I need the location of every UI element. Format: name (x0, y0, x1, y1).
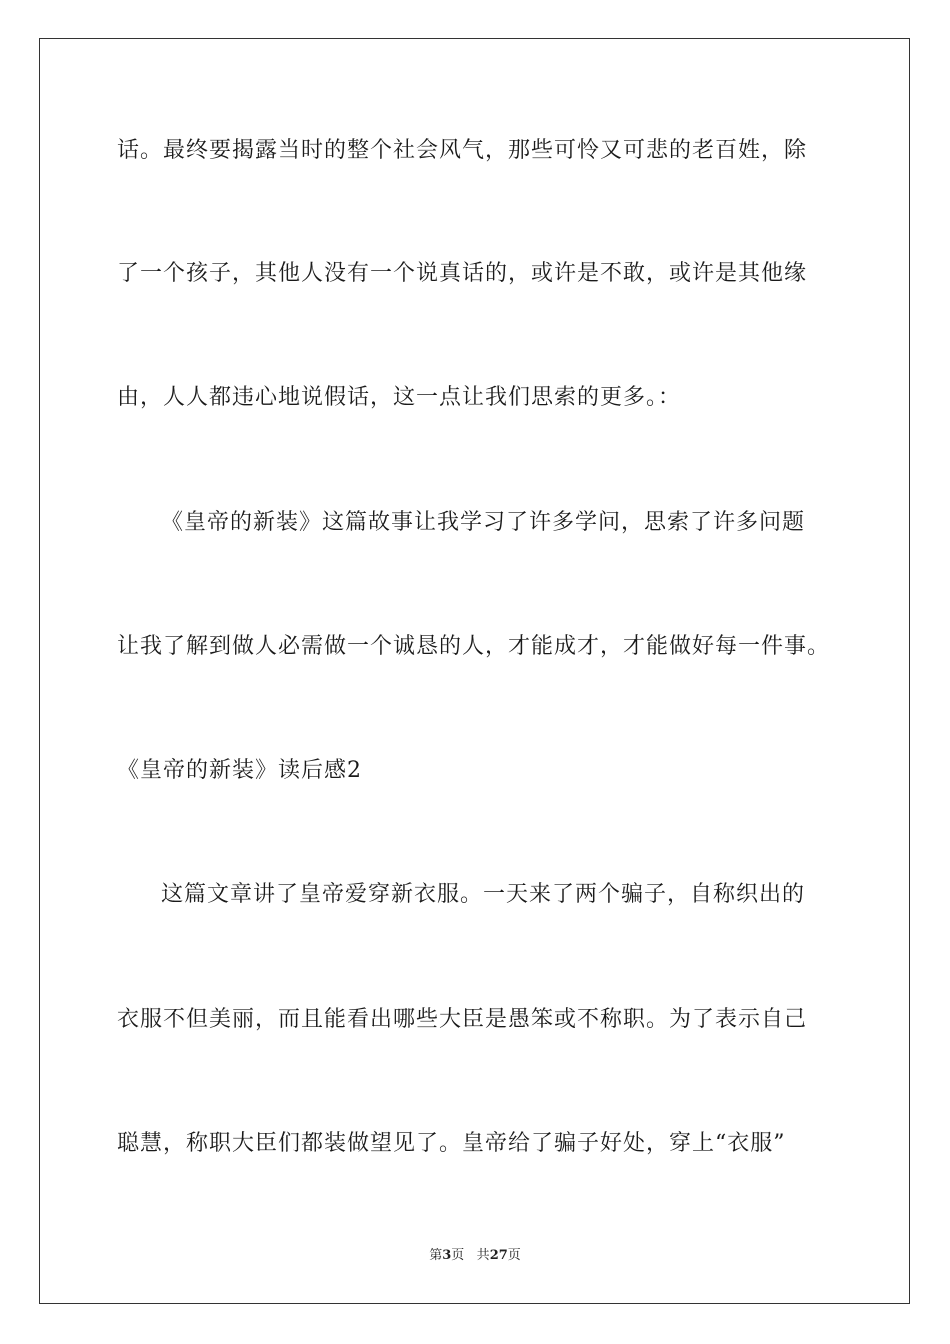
paragraph-line: 了一个孩子，其他人没有一个说真话的，或许是不敢，或许是其他缘 (117, 261, 808, 286)
paragraph-line: 这篇文章讲了皇帝爱穿新衣服。一天来了两个骗子，自称织出的 (161, 882, 806, 907)
page-suffix: 页 (451, 1248, 465, 1263)
paragraph-line: 话。最终要揭露当时的整个社会风气，那些可怜又可悲的老百姓，除 (117, 138, 808, 163)
section-heading: 《皇帝的新装》读后感2 (117, 758, 362, 783)
paragraph-line: 让我了解到做人必需做一个诚恳的人，才能成才，才能做好每一件事。 (117, 634, 831, 659)
total-prefix: 共 (476, 1248, 490, 1263)
paragraph-line: 聪慧，称职大臣们都装做望见了。皇帝给了骗子好处，穿上“衣服” (117, 1131, 786, 1156)
page-prefix: 第 (429, 1248, 443, 1263)
total-suffix: 页 (507, 1248, 521, 1263)
page-border (39, 38, 910, 1304)
total-pages: 27 (489, 1248, 508, 1263)
page-number: 3 (442, 1248, 452, 1263)
page-footer (0, 1247, 950, 1265)
paragraph-line: 由，人人都违心地说假话，这一点让我们思索的更多。： (117, 385, 682, 410)
paragraph-line: 衣服不但美丽，而且能看出哪些大臣是愚笨或不称职。为了表示自己 (117, 1007, 808, 1032)
paragraph-line: 《皇帝的新装》这篇故事让我学习了许多学问，思索了许多问题 (161, 510, 806, 535)
